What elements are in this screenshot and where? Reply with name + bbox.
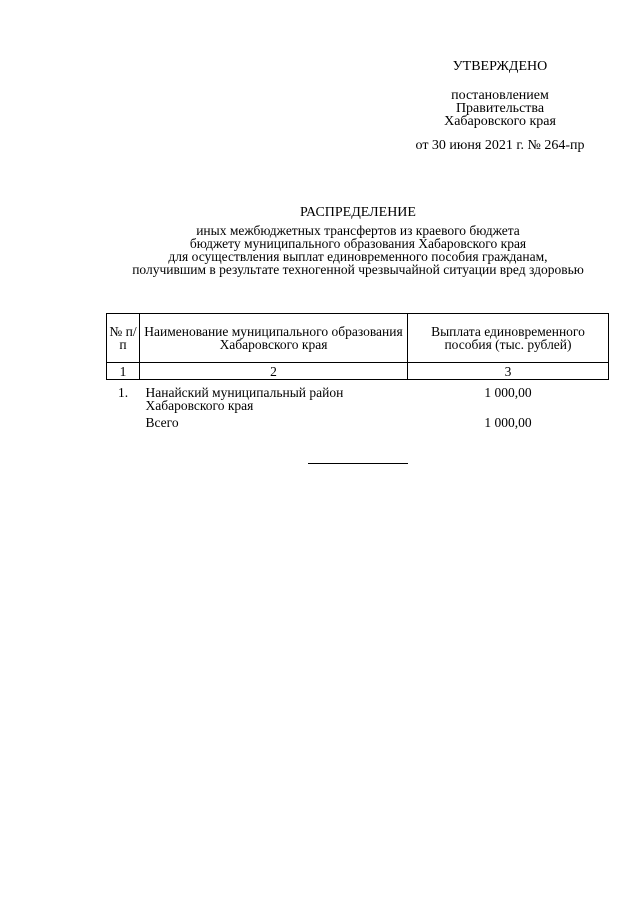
total-label: Всего bbox=[145, 415, 179, 430]
subtitle-line: получившим в результате техногенной чрезвычайной ситуации вред здоровью bbox=[132, 262, 584, 277]
approval-line-3: Хабаровского края bbox=[444, 114, 556, 129]
column-number-row bbox=[107, 363, 609, 380]
row-name: Нанайский муниципальный район Хабаровского края bbox=[145, 385, 344, 413]
document-title: РАСПРЕДЕЛЕНИЕ bbox=[300, 205, 416, 220]
header-name: Наименование муниципального образования Хабаровского края bbox=[140, 314, 408, 363]
row-num: 1. bbox=[117, 385, 129, 400]
table-row bbox=[107, 380, 609, 413]
subtitle-line: для осуществления выплат единовременного пособия гражданам, bbox=[168, 249, 548, 264]
column-number: 1 bbox=[107, 363, 140, 380]
document-subtitle bbox=[100, 224, 616, 276]
total-row bbox=[107, 412, 609, 429]
approval-block bbox=[400, 60, 600, 152]
subtitle-line: иных межбюджетных трансфертов из краевого бюджета bbox=[196, 223, 520, 238]
approval-date: от 30 июня 2021 г. № 264-пр bbox=[415, 138, 585, 153]
approved-stamp: УТВЕРЖДЕНО bbox=[452, 59, 548, 74]
header-payment: Выплата единовременного пособия (тыс. рублей) bbox=[408, 314, 609, 363]
row-value: 1 000,00 bbox=[484, 385, 532, 400]
header-num: № п/п bbox=[107, 314, 140, 363]
distribution-table bbox=[106, 313, 609, 429]
approval-line-2: Правительства bbox=[455, 101, 545, 116]
column-number: 2 bbox=[140, 363, 408, 380]
table-header-row bbox=[107, 314, 609, 363]
total-value: 1 000,00 bbox=[484, 415, 532, 430]
column-number: 3 bbox=[408, 363, 609, 380]
end-divider bbox=[308, 463, 408, 464]
total-num-cell bbox=[107, 412, 140, 429]
subtitle-line: бюджету муниципального образования Хабаровского края bbox=[189, 236, 527, 251]
approval-line-1: постановлением bbox=[451, 88, 549, 103]
